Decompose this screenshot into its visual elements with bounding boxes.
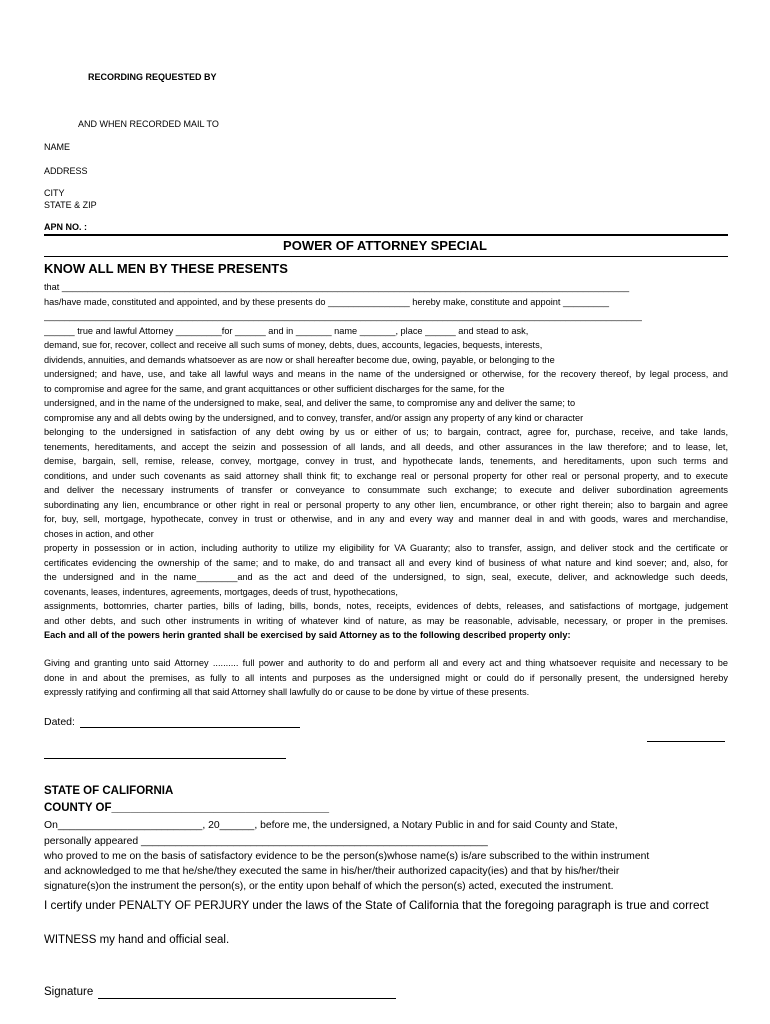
notary-certify: I certify under PENALTY OF PERJURY under the laws of the State of California that the foregoing paragraph is true and correct: [44, 898, 709, 912]
granting-line: expressly ratifying and confirming all that said Attorney shall lawfully do or cause to be done by virtue of these presents.: [44, 687, 530, 697]
notary-county: COUNTY OF__________________________________: [44, 802, 329, 814]
granting-line: Giving and granting unto said Attorney .......... full power and authority to do and perform all and every act and thing whatsoever requisite and necessary to be: [44, 658, 728, 668]
recording-requested-by: RECORDING REQUESTED BY: [88, 72, 217, 82]
body-line: dividends, annuities, and demands whatsoever as are now or shall hereafter become due, owing, payable, or belonging to the: [44, 354, 555, 365]
document-title: POWER OF ATTORNEY SPECIAL: [283, 238, 487, 253]
apn-label: APN NO. :: [44, 222, 88, 232]
body-line: demand, sue for, recover, collect and receive all such sums of money, debts, dues, accounts, legacies, bequests, interests,: [44, 340, 543, 350]
notary-proof-line: who proved to me on the basis of satisfactory evidence to be the person(s)whose name(s) is/are subscribed to the within instrument: [44, 851, 650, 862]
signature-line-right[interactable]: [647, 741, 725, 742]
notary-appeared-line: personally appeared ____________________________________________________________: [44, 836, 488, 847]
body-line: the undersigned and in the name________and as the act and deed of the undersigned, to sign, seal, execute, deliver, and acknowledge such deeds,: [44, 572, 728, 582]
powers-paragraph: [44, 280, 728, 643]
body-line: and deliver the necessary instruments of transfer or conveyance to consummate such exchange; to execute and deliver subordination agreements: [44, 485, 728, 495]
granting-line: done in and about the premises, as fully to all intents and purposes as the undersigned might or could do if personally present, the undersigned hereby: [44, 672, 728, 683]
body-line: tenements, hereditaments, and accept the seizin and possession of all lands, and all deeds, and other assurances in the law therefore; and to lease, let,: [44, 441, 728, 452]
body-line: has/have made, constituted and appointed, and by these presents do ________________ hereby make, constitute and appoint _________: [44, 296, 609, 307]
mail-to-label: AND WHEN RECORDED MAIL TO: [78, 119, 219, 129]
body-line: conditions, and under such covenants as said attorney shall think fit; to exchange real or personal property for other real or personal property, and to execute: [44, 470, 728, 481]
granting-paragraph: [44, 656, 728, 700]
body-line: demise, bargain, sell, remise, release, convey, mortgage, convey in trust, and hypothecate lands, tenements, and hereditaments, upon such terms and: [44, 456, 728, 466]
signature-label: Signature: [44, 986, 94, 998]
body-line: to compromise and agree for the same, and grant acquittances or other sufficient discharges for the same, for the: [44, 383, 505, 394]
body-line: for, buy, sell, mortgage, hypothecate, convey in trust or otherwise, and in any and every way and manner deal in and with goods, wares and merchandise,: [44, 514, 728, 524]
header-divider: [44, 234, 728, 236]
body-line: certificates evidencing the ownership of the same; and to make, do and transact all and every kind of business of what nature and kind soever; and, also, for: [44, 557, 728, 568]
city-label: CITY: [44, 188, 65, 198]
name-label: NAME: [44, 142, 71, 152]
dated-label: Dated:: [44, 716, 75, 728]
body-line: belonging to the undersigned in satisfaction of any debt owing by us or either of us; to bargain, contract, agree for, purchase, receive, and take lands,: [44, 427, 728, 437]
notary-signature-line[interactable]: [98, 998, 396, 999]
body-line: _____________________________________________________________________________________________________________________: [44, 311, 642, 321]
notary-on-line: On_________________________, 20______, before me, the undersigned, a Notary Public in and for said County and State,: [44, 820, 618, 831]
body-line: that _______________________________________________________________________________________________________________: [44, 282, 630, 292]
notary-witness: WITNESS my hand and official seal.: [44, 934, 230, 946]
body-line: covenants, leases, indentures, agreements, mortgages, deeds of trust, hypothecations,: [44, 586, 398, 597]
body-line: property in possession or in action, including authority to utilize my eligibility for VA Guaranty; also to transfer, assign, and deliver stock and the certificate or: [44, 543, 728, 553]
signature-line-left[interactable]: [44, 758, 286, 759]
body-line: and other debts, and such other instruments in writing of whatever kind of nature, as may be reasonable, advisable, necessary, or proper in the premises.: [44, 615, 728, 626]
body-line: ______ true and lawful Attorney _________for ______ and in _______ name _______, place ______ and stead to ask,: [44, 325, 529, 336]
notary-state: STATE OF CALIFORNIA: [44, 785, 174, 797]
title-divider: [44, 256, 728, 257]
body-line: subordinating any lien, encumbrance or other right in real or personal property to any other lien, encumbrance, or other right therein; also to bargain and agree: [44, 499, 728, 510]
body-line: assignments, bottomries, charter parties, bills of lading, bills, bonds, notes, receipts, evidences of debts, releases, and satisfactions of mortgage, judgement: [44, 601, 728, 611]
document-subtitle: KNOW ALL MEN BY THESE PRESENTS: [44, 261, 288, 276]
body-line: choses in action, and other: [44, 528, 154, 539]
body-line: compromise any and all debts owing by the undersigned, and to convey, transfer, and/or assign any property of any kind or character: [44, 412, 584, 423]
body-line: undersigned, and in the name of the undersigned to make, seal, and deliver the same, to compromise any and deliver the same; to: [44, 398, 576, 408]
body-bold-line: Each and all of the powers herin granted shall be exercised by said Attorney as to the following described property only:: [44, 630, 571, 640]
notary-proof-line: and acknowledged to me that he/she/they executed the same in his/her/their authorized capacity(ies) and that by his/her/their: [44, 866, 620, 877]
notary-proof-line: signature(s)on the instrument the person(s), or the entity upon behalf of which the person(s) acted, executed the instrument.: [44, 881, 614, 892]
state-zip-label: STATE & ZIP: [44, 200, 97, 210]
dated-line[interactable]: [80, 727, 300, 728]
address-label: ADDRESS: [44, 166, 88, 176]
body-line: undersigned; and have, use, and take all lawful ways and means in the name of the undersigned or otherwise, for the recovery thereof, by legal process, and: [44, 369, 728, 379]
